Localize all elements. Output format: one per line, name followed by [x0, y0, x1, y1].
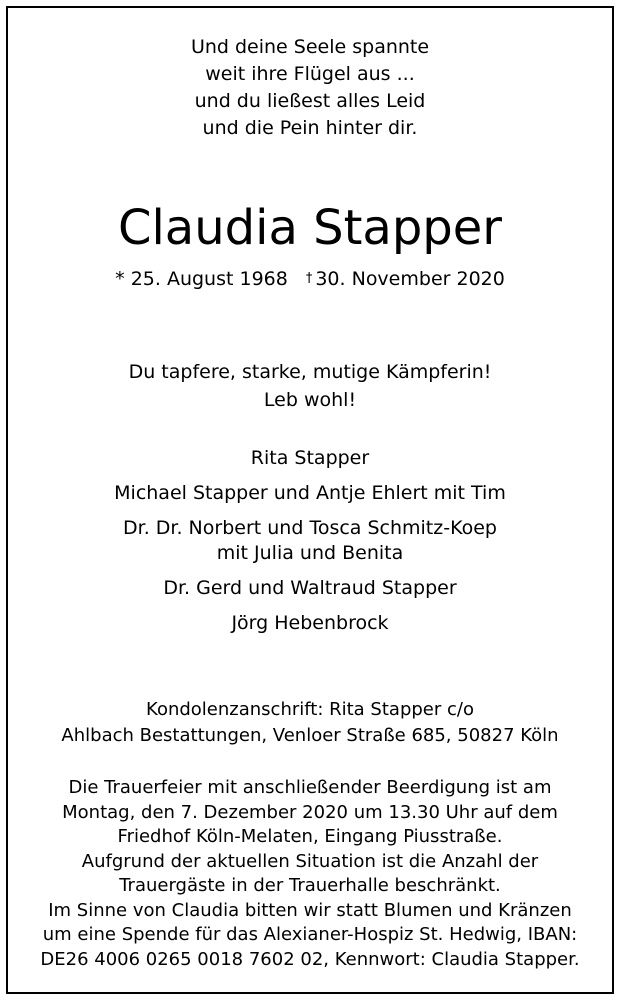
mourner-name: mit Julia und Benita: [216, 542, 404, 564]
condolence-address: [0, 697, 620, 749]
address-line: Kondolenzanschrift: Rita Stapper c/o: [146, 699, 474, 720]
poem-line: weit ihre Flügel aus ...: [205, 63, 415, 85]
life-dates: [0, 265, 620, 293]
mourner-name: Dr. Gerd und Waltraud Stapper: [163, 577, 457, 599]
mourner-name: Michael Stapper und Antje Ehlert mit Tim: [114, 482, 506, 504]
mourner-entry: [0, 576, 620, 601]
mourners-list: [0, 446, 620, 646]
notice-line: um eine Spende für das Alexianer-Hospiz St. Hedwig, IBAN:: [42, 924, 578, 945]
notice-line: Trauergäste in der Trauerhalle beschränkt.: [119, 875, 501, 896]
farewell-motto: [0, 358, 620, 414]
mourner-entry: [0, 611, 620, 636]
mourner-entry: [0, 516, 620, 566]
notice-line: Im Sinne von Claudia bitten wir statt Blumen und Kränzen: [48, 899, 572, 921]
poem: [0, 34, 620, 142]
notice-line: Montag, den 7. Dezember 2020 um 13.30 Uhr auf dem: [62, 801, 558, 823]
birth-date: * 25. August 1968: [115, 268, 288, 290]
funeral-notice: [0, 776, 620, 972]
mourner-entry: [0, 481, 620, 506]
notice-line: Die Trauerfeier mit anschließender Beerdigung ist am: [68, 777, 552, 798]
mourner-name: Dr. Dr. Norbert und Tosca Schmitz-Koep: [123, 517, 497, 539]
notice-line: Aufgrund der aktuellen Situation ist die Anzahl der: [81, 850, 539, 872]
poem-line: und du ließest alles Leid: [194, 90, 426, 112]
motto-line: Leb wohl!: [263, 389, 357, 411]
address-line: Ahlbach Bestattungen, Venloer Straße 685, 50827 Köln: [61, 725, 559, 746]
deceased-name: Claudia Stapper: [117, 200, 503, 256]
mourner-entry: [0, 446, 620, 471]
mourner-name: Jörg Hebenbrock: [231, 612, 389, 634]
mourner-name: Rita Stapper: [250, 447, 370, 469]
poem-line: Und deine Seele spannte: [190, 36, 430, 58]
cross-icon: †: [305, 271, 313, 286]
notice-line: DE26 4006 0265 0018 7602 02, Kennwort: Claudia Stapper.: [40, 948, 580, 970]
motto-line: Du tapfere, starke, mutige Kämpferin!: [128, 361, 492, 383]
death-date: 30. November 2020: [315, 268, 505, 290]
poem-line: und die Pein hinter dir.: [202, 117, 418, 139]
notice-line: Friedhof Köln-Melaten, Eingang Piusstraße.: [117, 826, 503, 847]
